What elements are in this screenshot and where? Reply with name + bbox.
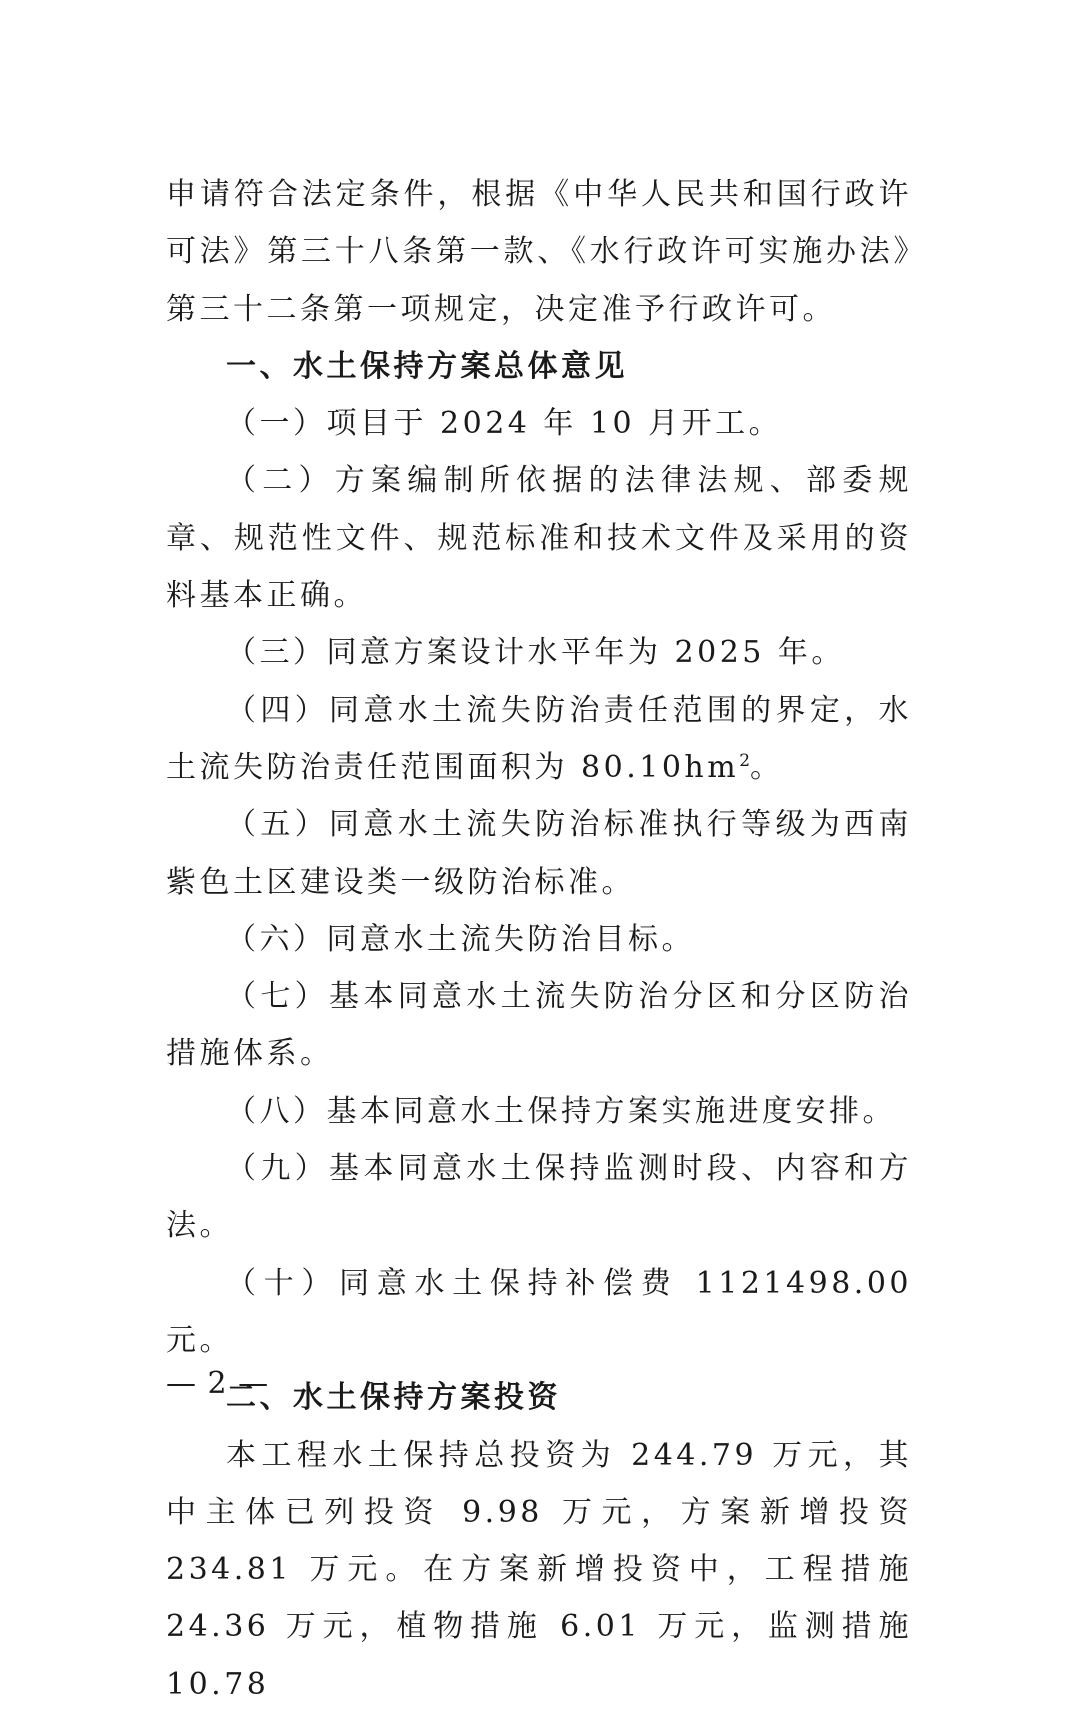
list-item-5: （五）同意水土流失防治标准执行等级为西南紫色土区建设类一级防治标准。 [166,807,912,900]
page-number: — 2 — [166,1366,270,1401]
list-item-4 [166,682,912,797]
list-item-1: （一）项目于 2024 年 10 月开工。 [226,406,783,442]
list-item-8: （八）基本同意水土保持方案实施进度安排。 [226,1093,896,1129]
section-heading-overall-opinion: 一、水土保持方案总体意见 [226,348,628,384]
list-item-2: （二）方案编制所依据的法律法规、部委规章、规范性文件、规范标准和技术文件及采用的资料基本正确。 [166,463,912,614]
list-item-9: （九）基本同意水土保持监测时段、内容和方法。 [166,1151,912,1244]
area-unit-superscript: 2 [739,750,751,771]
list-item-7: （七）基本同意水土流失防治分区和分区防治措施体系。 [166,979,912,1072]
list-item-4-text: （四）同意水土流失防治责任范围的界定，水土流失防治责任范围面积为 80.10hm [166,692,912,785]
list-item-3: （三）同意方案设计水平年为 2025 年。 [226,635,845,671]
list-item-4-end: 。 [750,749,784,785]
list-item-10: （十）同意水土保持补偿费 1121498.00 元。 [166,1265,912,1358]
document-body [166,166,912,1713]
list-item-6: （六）同意水土流失防治目标。 [226,921,695,957]
intro-paragraph: 申请符合法定条件，根据《中华人民共和国行政许可法》第三十八条第一款、《水行政许可实施办法》第三十二条第一项规定，决定准予行政许可。 [166,177,912,327]
investment-paragraph: 本工程水土保持总投资为 244.79 万元，其中主体已列投资 9.98 万元，方案新增投资 234.81 万元。在方案新增投资中，工程措施 24.36 万元，植物措施 6.01 万元，监测措施 10.78 [166,1437,912,1702]
section-heading-investment: 二、水土保持方案投资 [226,1380,561,1416]
